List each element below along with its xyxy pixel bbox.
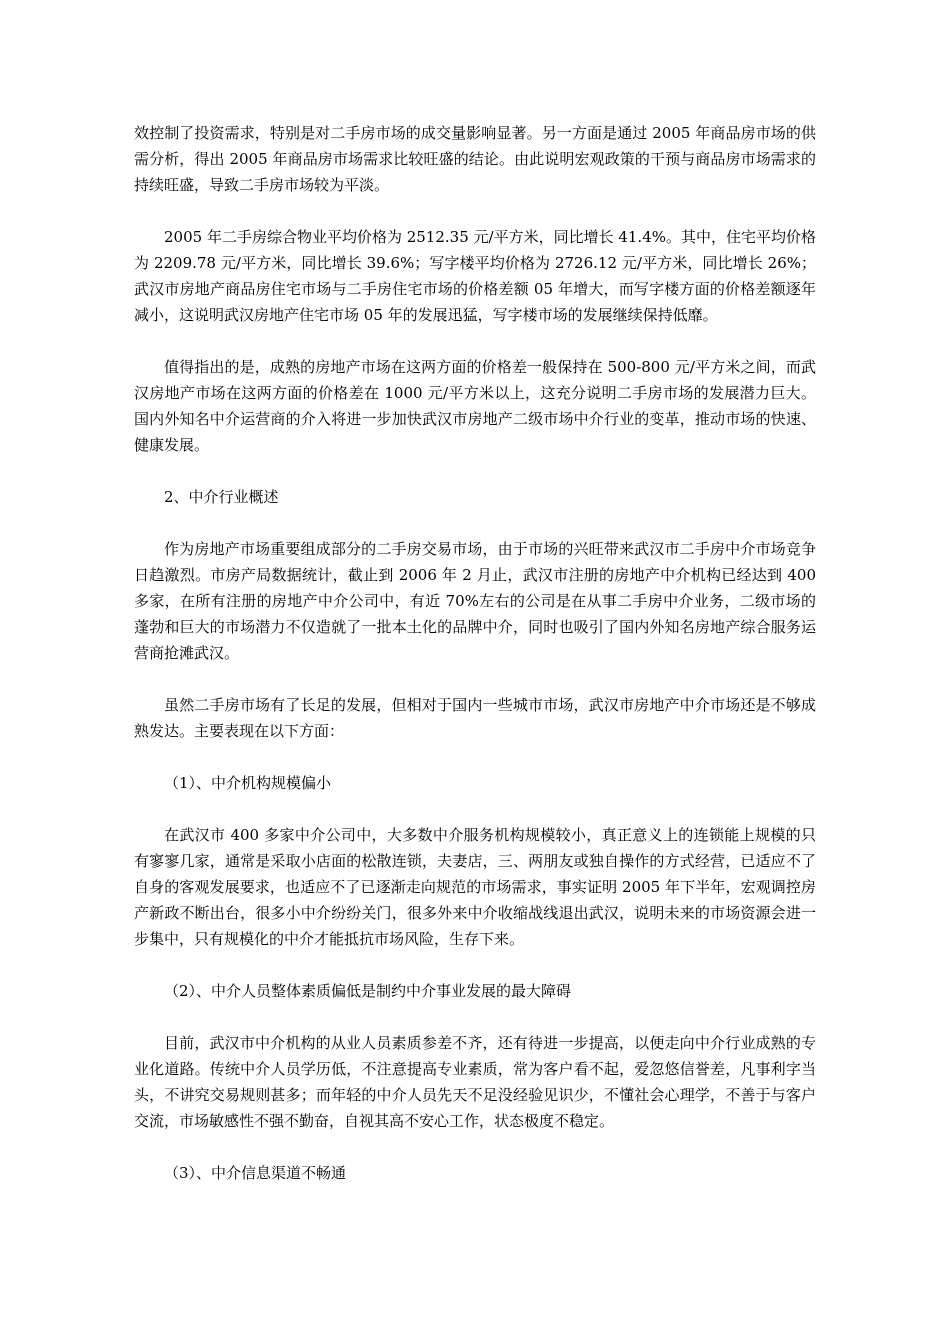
paragraph-price-gap: 值得指出的是，成熟的房地产市场在这两方面的价格差一般保持在 500-800 元/平方米之间，而武汉房地产市场在这两方面的价格差在 1000 元/平方米以上，这充分说明二手房市场的发展潜力巨大。国内外知名中介运营商的介入将进一步加快武汉市房地产二级市场中介行业的变革，推动市场的快速、健康发展。 [134, 358, 816, 454]
subheading-staff-quality: （2）、中介人员整体素质偏低是制约中介事业发展的最大障碍 [164, 982, 572, 1000]
document-body [134, 120, 816, 1186]
subheading-info-channels: （3）、中介信息渠道不畅通 [164, 1164, 347, 1182]
paragraph-price-stats: 2005 年二手房综合物业平均价格为 2512.35 元/平方米，同比增长 41.4%。其中，住宅平均价格为 2209.78 元/平方米，同比增长 39.6%；写字楼平均价格为 2726.12 元/平方米，同比增长 26%；武汉市房地产商品房住宅市场与二手房住宅市场的价格差额 05 年增大，而写字楼方面的价格差额逐年减小，这说明武汉房地产住宅市场 05 年的发展迅猛，写字楼市场的发展继续保持低靡。 [134, 228, 816, 324]
paragraph-small-scale: 在武汉市 400 多家中介公司中，大多数中介服务机构规模较小，真正意义上的连锁能上规模的只有寥寥几家，通常是采取小店面的松散连锁，夫妻店，三、两朋友或独自操作的方式经营，已适应不了自身的客观发展要求，也适应不了已逐渐走向规范的市场需求，事实证明 2005 年下半年，宏观调控房产新政不断出台，很多小中介纷纷关门，很多外来中介收缩战线退出武汉，说明未来的市场资源会进一步集中，只有规模化的中介才能抵抗市场风险，生存下来。 [134, 826, 816, 948]
paragraph-policy-impact: 效控制了投资需求，特别是对二手房市场的成交量影响显著。另一方面是通过 2005 年商品房市场的供需分析，得出 2005 年商品房市场需求比较旺盛的结论。由此说明宏观政策的干预与商品房市场需求的持续旺盛，导致二手房市场较为平淡。 [134, 124, 816, 194]
section-heading-agency-overview: 2、中介行业概述 [164, 488, 279, 506]
subheading-small-scale: （1）、中介机构规模偏小 [164, 774, 332, 792]
paragraph-staff-quality: 目前，武汉市中介机构的从业人员素质参差不齐，还有待进一步提高，以便走向中介行业成熟的专业化道路。传统中介人员学历低，不注意提高专业素质，常为客户看不起，爱忽悠信誉差，凡事利字当头，不讲究交易规则甚多；而年轻的中介人员先天不足没经验见识少，不懂社会心理学，不善于与客户交流，市场敏感性不强不勤奋，自视其高不安心工作，状态极度不稳定。 [134, 1034, 816, 1130]
paragraph-market-immaturity: 虽然二手房市场有了长足的发展，但相对于国内一些城市市场，武汉市房地产中介市场还是不够成熟发达。主要表现在以下方面： [134, 696, 816, 740]
paragraph-agency-market: 作为房地产市场重要组成部分的二手房交易市场，由于市场的兴旺带来武汉市二手房中介市场竞争日趋激烈。市房产局数据统计，截止到 2006 年 2 月止，武汉市注册的房地产中介机构已经达到 400 多家，在所有注册的房地产中介公司中，有近 70%左右的公司是在从事二手房中介业务，二级市场的蓬勃和巨大的市场潜力不仅造就了一批本土化的品牌中介，同时也吸引了国内外知名房地产综合服务运营商抢滩武汉。 [134, 540, 816, 662]
